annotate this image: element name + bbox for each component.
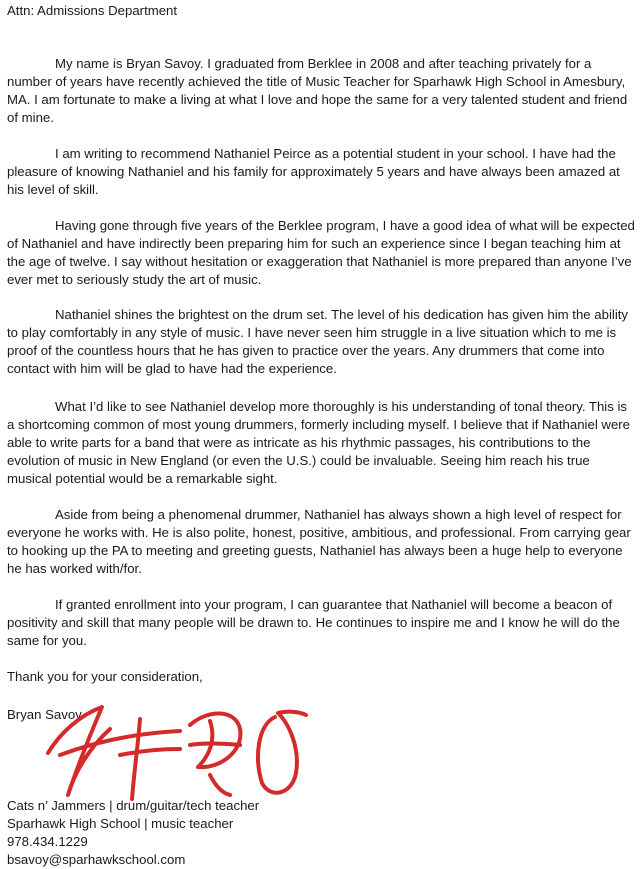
paragraph-recommend: I am writing to recommend Nathaniel Peirce as a potential student in your school. I have had the pleasure of knowing Nathaniel and his family for approximately 5 years and have always been amazed at his level of skill. [7, 146, 620, 197]
paragraph-enrollment: If granted enrollment into your program, I can guarantee that Nathaniel will become a beacon of positivity and skill that many people will be drawn to. He continues to inspire me and I know he will do the same for you. [7, 597, 620, 648]
footer-line-cats-n-jammers: Cats n’ Jammers | drum/guitar/tech teacher [7, 798, 260, 813]
footer-email: bsavoy@sparhawkschool.com [7, 852, 186, 867]
handwritten-signature [40, 695, 320, 805]
paragraph-drum-set: Nathaniel shines the brightest on the drum set. The level of his dedication has given him the ability to play comfortably in any style of music. I have never seen him struggle in a live situation which to me is proof of the countless hours that he has given to practice over the years. Any drummers that come into contact with him will be glad to have had the experience. [7, 307, 629, 376]
footer-phone: 978.434.1229 [7, 834, 88, 849]
attention-line: Attn: Admissions Department [7, 3, 178, 18]
paragraph-intro: My name is Bryan Savoy. I graduated from Berklee in 2008 and after teaching privately for a number of years have recently achieved the title of Music Teacher for Sparhawk High School in Amesbury, MA. I am fortunate to make a living at what I love and hope the same for a very talented student and friend of mine. [7, 56, 628, 125]
paragraph-berklee: Having gone through five years of the Berklee program, I have a good idea of what will be expected of Nathaniel and have indirectly been preparing him for such an experience since I began teaching him at the age of twelve. I say without hesitation or exaggeration that Nathaniel is more prepared than anyone I’ve ever met to seriously study the art of music. [7, 218, 635, 287]
paragraph-respect: Aside from being a phenomenal drummer, Nathaniel has always shown a high level of respect for everyone he works with. He is also polite, honest, positive, ambitious, and professional. From carrying gear to hooking up the PA to meeting and greeting guests, Nathaniel has always been a huge help to everyone he has worked with/for. [7, 507, 631, 576]
paragraph-tonal-theory: What I’d like to see Nathaniel develop more thoroughly is his understanding of tonal theory. This is a shortcoming common of most young drummers, formerly including myself. I believe that if Nathaniel were able to write parts for a band that were as intricate as his rhythmic passages, his contributions to the evolution of music in New England (or even the U.S.) could be invaluable. Seeing him reach his true musical potential would be a remarkable sight. [7, 399, 630, 486]
signature-block [7, 797, 259, 869]
closing-line: Thank you for your consideration, [7, 669, 203, 684]
signer-name: Bryan Savoy [7, 707, 82, 722]
footer-line-sparhawk: Sparhawk High School | music teacher [7, 816, 234, 831]
